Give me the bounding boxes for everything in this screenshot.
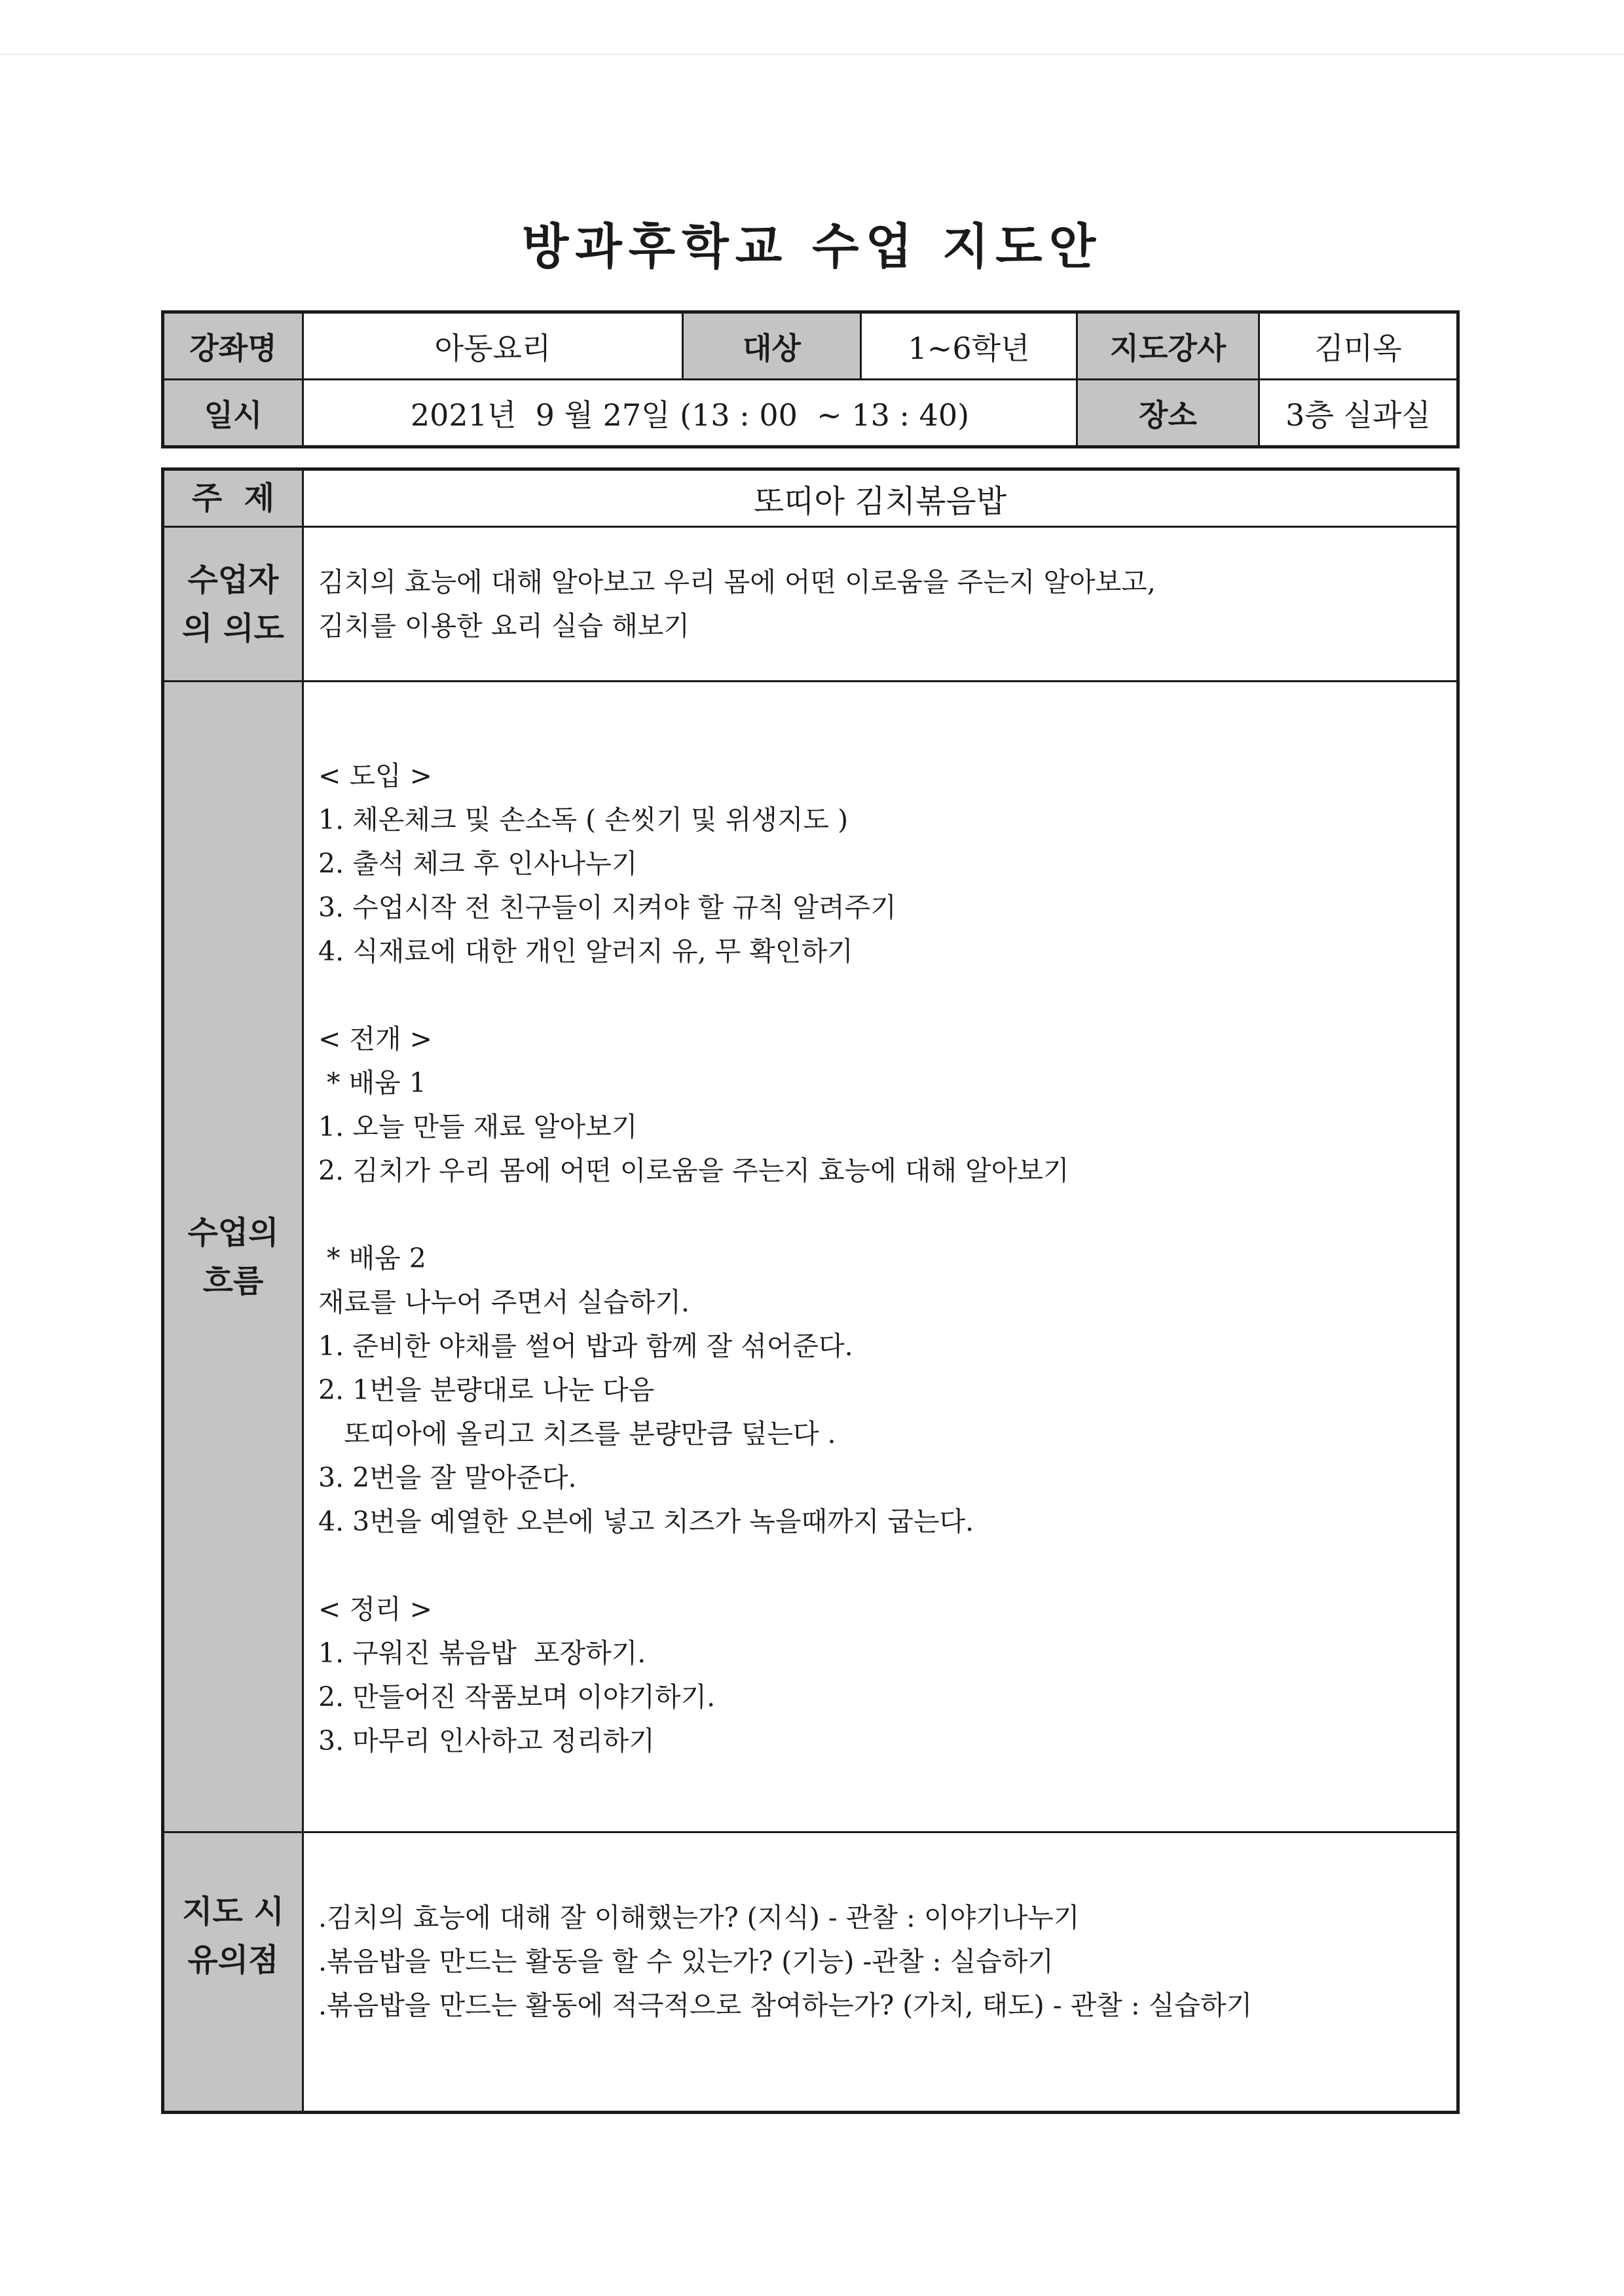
course-label: 강좌명 bbox=[163, 312, 303, 380]
flow-text bbox=[303, 682, 1458, 1832]
intro-item: 2. 출석 체크 후 인사나누기 bbox=[318, 848, 638, 879]
caution-text bbox=[303, 1832, 1458, 2113]
intent-text bbox=[303, 527, 1458, 682]
flow-label-line2: 흐름 bbox=[202, 1262, 264, 1300]
wrap-item: 2. 만들어진 작품보며 이야기하기. bbox=[318, 1681, 716, 1713]
caution-line: .볶음밥을 만드는 활동을 할 수 있는가? (기능) -관찰 : 실습하기 bbox=[318, 1946, 1054, 1977]
learn1-item: 2. 김치가 우리 몸에 어떤 이로움을 주는지 효능에 대해 알아보기 bbox=[318, 1155, 1069, 1186]
caution-label bbox=[163, 1832, 303, 2113]
caution-label-line2: 유의점 bbox=[187, 1942, 279, 1978]
wrap-item: 3. 마무리 인사하고 정리하기 bbox=[318, 1725, 655, 1757]
caution-label-line1: 지도 시 bbox=[182, 1893, 284, 1930]
teacher-label: 지도강사 bbox=[1077, 312, 1259, 380]
scan-edge-line bbox=[0, 54, 1624, 55]
topic-label: 주 제 bbox=[163, 469, 303, 527]
teacher-value: 김미옥 bbox=[1259, 312, 1458, 380]
intent-label-line2: 의 의도 bbox=[182, 610, 284, 647]
topic-value: 또띠아 김치볶음밥 bbox=[303, 469, 1458, 527]
learn2-item: 또띠아에 올리고 치즈를 분량만큼 덮는다 . bbox=[318, 1418, 836, 1449]
dev-heading: < 전개 > bbox=[318, 1023, 432, 1055]
intro-item: 3. 수업시작 전 친구들이 지켜야 할 규칙 알려주기 bbox=[318, 892, 896, 923]
flow-label bbox=[163, 682, 303, 1832]
intro-heading: < 도입 > bbox=[318, 760, 432, 792]
caution-line: .볶음밥을 만드는 활동에 적극적으로 참여하는가? (가치, 태도) - 관찰 : 실습하기 bbox=[318, 1990, 1253, 2021]
document-title: 방과후학교 수업 지도안 bbox=[521, 219, 1103, 275]
intro-item: 1. 체온체크 및 손소독 ( 손씻기 및 위생지도 ) bbox=[318, 804, 849, 835]
learn2-item: 3. 2번을 잘 말아준다. bbox=[318, 1462, 577, 1493]
course-info-table bbox=[161, 310, 1460, 448]
flow-label-line1: 수업의 bbox=[187, 1214, 279, 1251]
learn1-heading: * 배움 1 bbox=[318, 1067, 426, 1099]
target-label: 대상 bbox=[683, 312, 861, 380]
learn2-item: 재료를 나누어 주면서 실습하기. bbox=[318, 1286, 690, 1318]
wrap-item: 1. 구워진 볶음밥 포장하기. bbox=[318, 1637, 646, 1669]
learn2-item: 1. 준비한 야채를 썰어 밥과 함께 잘 섞어준다. bbox=[318, 1330, 853, 1362]
place-value: 3층 실과실 bbox=[1259, 380, 1458, 447]
date-value: 2021년 9 월 27일 (13 : 00 ~ 13 : 40) bbox=[303, 380, 1077, 447]
learn2-item: 4. 3번을 예열한 오븐에 넣고 치즈가 녹을때까지 굽는다. bbox=[318, 1506, 974, 1537]
intent-line: 김치의 효능에 대해 알아보고 우리 몸에 어떤 이로움을 주는지 알아보고, bbox=[318, 566, 1156, 598]
intent-label-line1: 수업자 bbox=[187, 561, 279, 598]
wrap-heading: < 정리 > bbox=[318, 1594, 432, 1625]
lesson-plan-table bbox=[161, 467, 1460, 2114]
date-label: 일시 bbox=[163, 380, 303, 447]
caution-line: .김치의 효능에 대해 잘 이해했는가? (지식) - 관찰 : 이야기나누기 bbox=[318, 1902, 1080, 1933]
intro-item: 4. 식재료에 대한 개인 알러지 유, 무 확인하기 bbox=[318, 936, 853, 967]
learn1-item: 1. 오늘 만들 재료 알아보기 bbox=[318, 1111, 638, 1142]
intent-line: 김치를 이용한 요리 실습 해보기 bbox=[318, 610, 690, 642]
learn2-heading: * 배움 2 bbox=[318, 1243, 426, 1274]
learn2-item: 2. 1번을 분량대로 나눈 다음 bbox=[318, 1374, 655, 1406]
place-label: 장소 bbox=[1077, 380, 1259, 447]
target-value: 1~6학년 bbox=[861, 312, 1077, 380]
course-value: 아동요리 bbox=[303, 312, 683, 380]
intent-label bbox=[163, 527, 303, 682]
